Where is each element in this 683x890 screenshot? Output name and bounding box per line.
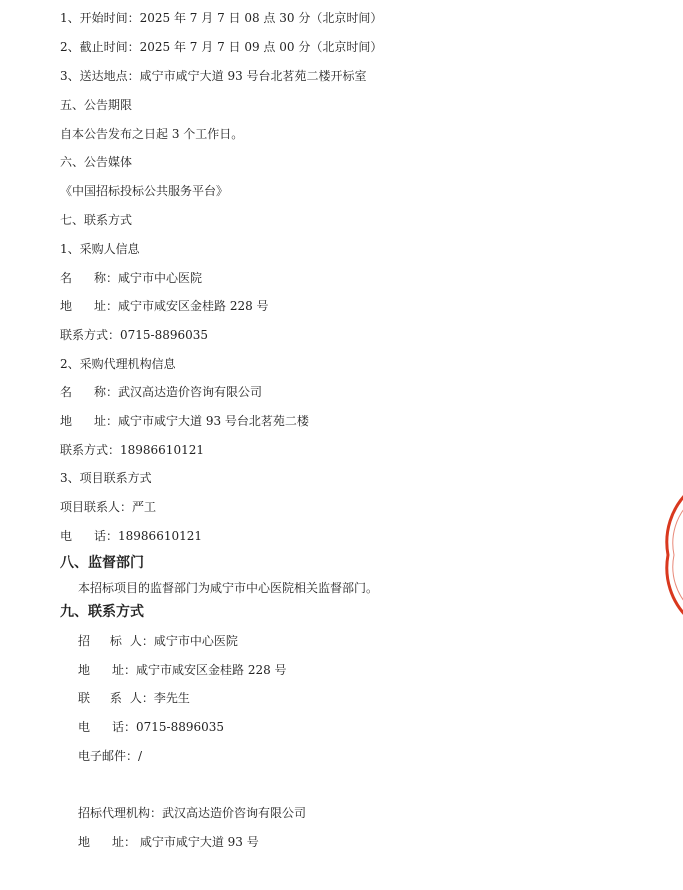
bidding-agency: 招标代理机构：武汉高达造价咨询有限公司 bbox=[78, 806, 307, 820]
tenderer-phone: 电话：0715-8896035 bbox=[78, 720, 225, 734]
purchaser-address: 地址：咸宁市咸安区金桂路 228 号 bbox=[60, 299, 269, 313]
tenderer-address: 地址：咸宁市咸安区金桂路 228 号 bbox=[78, 663, 287, 677]
end-time: 2、截止时间：2025 年 7 月 7 日 09 点 00 分（北京时间） bbox=[60, 40, 383, 54]
tenderer-contact: 联 系人：李先生 bbox=[78, 691, 190, 705]
label-name: 名 bbox=[60, 271, 95, 285]
label-contact: 联 系 bbox=[78, 691, 130, 705]
tenderer-email: 电子邮件：/ bbox=[78, 749, 143, 763]
project-contact-phone: 电话：18986610121 bbox=[60, 529, 202, 543]
label-address: 地 bbox=[60, 414, 95, 428]
start-time: 1、开始时间：2025 年 7 月 7 日 08 点 30 分（北京时间） bbox=[60, 11, 383, 25]
agency-phone: 联系方式：18986610121 bbox=[60, 443, 204, 457]
project-contact-heading: 3、项目联系方式 bbox=[60, 471, 152, 485]
label-address: 地 bbox=[78, 663, 113, 677]
purchaser-phone: 联系方式：0715-8896035 bbox=[60, 328, 209, 342]
delivery-location: 3、送达地点：咸宁市咸宁大道 93 号台北茗苑二楼开标室 bbox=[60, 69, 367, 83]
label-phone: 电 bbox=[60, 529, 95, 543]
label-phone: 电 bbox=[78, 720, 113, 734]
section-9-heading: 九、联系方式 bbox=[60, 604, 144, 620]
tenderer-name: 招 标人：咸宁市中心医院 bbox=[78, 634, 238, 648]
section-8-heading: 八、监督部门 bbox=[60, 555, 144, 571]
section-5-text: 自本公告发布之日起 3 个工作日。 bbox=[60, 127, 244, 141]
section-6-heading: 六、公告媒体 bbox=[60, 155, 133, 169]
section-6-text: 《中国招标投标公共服务平台》 bbox=[60, 184, 229, 198]
agency-address: 地址：咸宁市咸宁大道 93 号台北茗苑二楼 bbox=[60, 414, 309, 428]
company-seal-icon bbox=[660, 490, 683, 620]
purchaser-heading: 1、采购人信息 bbox=[60, 242, 140, 256]
bidding-agency-address: 地址： 咸宁市咸宁大道 93 号 bbox=[78, 835, 259, 849]
label-address: 地 bbox=[60, 299, 95, 313]
section-7-heading: 七、联系方式 bbox=[60, 213, 133, 227]
section-8-text: 本招标项目的监督部门为咸宁市中心医院相关监督部门。 bbox=[78, 581, 379, 595]
project-contact-person: 项目联系人：严工 bbox=[60, 500, 157, 514]
label-address: 地 bbox=[78, 835, 113, 849]
label-tenderer: 招 标 bbox=[78, 634, 130, 648]
agency-heading: 2、采购代理机构信息 bbox=[60, 357, 176, 371]
agency-name: 名称：武汉高达造价咨询有限公司 bbox=[60, 385, 263, 399]
purchaser-name: 名称：咸宁市中心医院 bbox=[60, 271, 203, 285]
section-5-heading: 五、公告期限 bbox=[60, 98, 133, 112]
label-name: 名 bbox=[60, 385, 95, 399]
